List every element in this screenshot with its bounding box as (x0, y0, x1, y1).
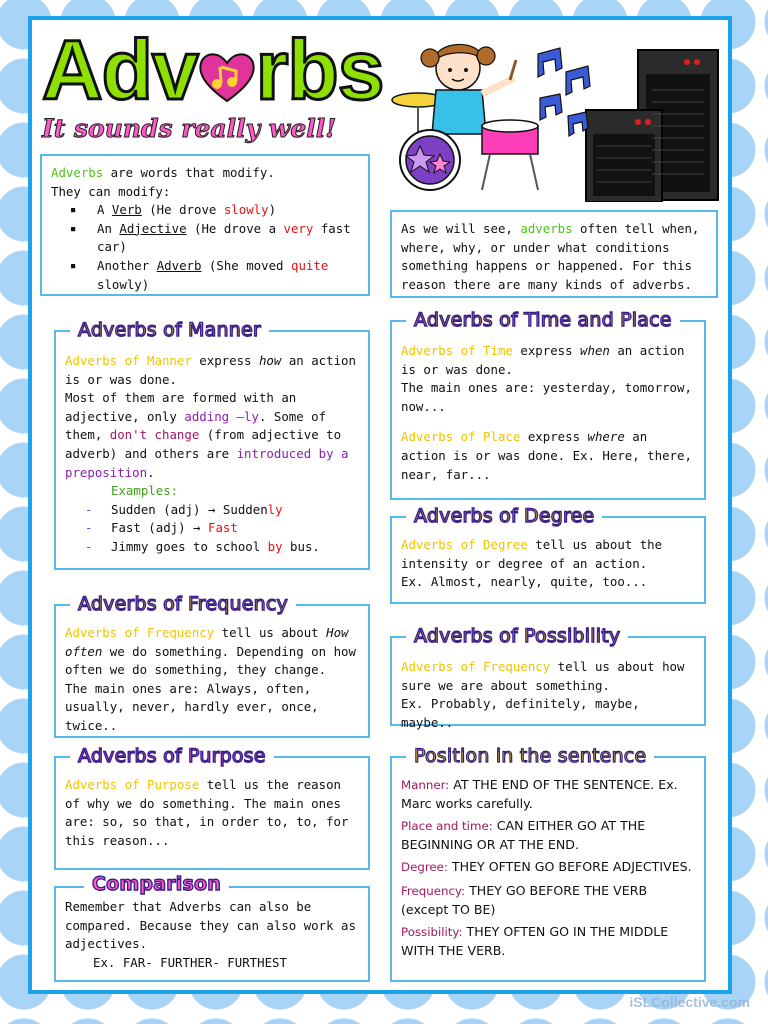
position-label: Manner: (401, 778, 450, 792)
frequency-how-often: How often (65, 625, 349, 659)
intro-line2: They can modify: (51, 183, 171, 199)
degree-text: tell us about the intensity or degree of an action. (401, 537, 663, 571)
list-item (65, 538, 359, 557)
position-text: CAN EITHER GO AT THE BEGINNING OR AT THE END. (401, 818, 646, 852)
position-text: THEY OFTEN GO BEFORE ADJECTIVES. (447, 859, 692, 875)
title-part-left: Adv (42, 23, 198, 117)
intro-box (40, 154, 370, 296)
purpose-text: tell us the reason of why we do something. The main ones are: so, so that, in order to, to, for this reason... (65, 777, 349, 848)
place-text: an action is or was done. Ex. Here, there, near, far... (401, 429, 692, 482)
manner-box (54, 319, 370, 570)
time-text: an action is or was done. (401, 343, 685, 377)
place-term: Adverbs of Place (401, 429, 521, 445)
possibility-term: Adverbs of Frequency (401, 659, 551, 674)
frequency-main-ones: The main ones are: Always, often, usually, never, hardly ever, once, twice.. (65, 680, 319, 733)
purpose-box (54, 745, 370, 870)
item-post: slowly) (97, 276, 150, 292)
music-notes-icon (538, 48, 590, 136)
drummer-illustration (390, 30, 730, 202)
item-mid: (She moved (201, 257, 291, 273)
watermark: iSLCollective.com (629, 994, 750, 1010)
manner-introduced: introduced by a preposition (65, 445, 349, 480)
item-pre: A (97, 202, 112, 218)
manner-how: how (258, 353, 282, 368)
item-mid: (He drove (141, 202, 224, 218)
purpose-heading: Adverbs of Purpose (70, 742, 274, 770)
possibility-text: tell us about how sure we are about something. (401, 659, 685, 693)
time-main-ones: The main ones are: yesterday, tomorrow, now... (401, 380, 692, 414)
degree-box (390, 505, 706, 604)
manner-text: Most of them are formed with an adjective, only (65, 390, 297, 424)
item-keyword: Adverb (156, 257, 202, 273)
item-keyword: Verb (111, 202, 142, 218)
degree-examples: Ex. Almost, nearly, quite, too... (401, 574, 648, 590)
item-highlight: slowly (223, 202, 269, 218)
list-item (51, 257, 359, 294)
comparison-box (54, 873, 370, 982)
example-text: Sudden (adj) → Sudden (111, 501, 268, 517)
title-part-right: rbs (255, 23, 384, 117)
item-highlight: very (283, 220, 314, 236)
example-text: bus. (282, 538, 320, 554)
list-item (65, 519, 359, 538)
possibility-box (390, 625, 706, 730)
intro-right-box (390, 210, 718, 298)
item-keyword: Adjective (119, 220, 187, 236)
item-highlight: quite (290, 257, 329, 273)
page-subtitle: It sounds really well! (42, 114, 337, 143)
manner-term: Adverbs of Manner (65, 353, 192, 368)
intro-line1: are words that modify. (103, 165, 275, 180)
manner-examples-label: Examples: (111, 483, 179, 499)
position-box (390, 745, 706, 982)
item-pre: An (97, 220, 120, 236)
position-text: THEY GO BEFORE THE VERB (except TO BE) (401, 882, 648, 917)
list-item (65, 501, 359, 520)
frequency-text: we do something. Depending on how often we do something, they change. (65, 643, 356, 678)
manner-text: . (147, 464, 155, 480)
intro-list (51, 201, 359, 294)
possibility-heading: Adverbs of Possibility (406, 622, 628, 650)
position-label: Degree: (401, 860, 448, 875)
degree-heading: Adverbs of Degree (406, 502, 602, 530)
degree-term: Adverbs of Degree (401, 537, 528, 552)
example-highlight: Fast (207, 520, 238, 536)
time-term: Adverbs of Time (401, 343, 513, 358)
item-post: ) (268, 202, 277, 218)
manner-heading: Adverbs of Manner (70, 316, 269, 344)
manner-text: express (191, 353, 259, 368)
manner-dont-change: don't change (109, 427, 200, 443)
intro-term: Adverbs (51, 165, 104, 180)
comparison-heading: Comparison (84, 870, 229, 898)
list-item (51, 220, 359, 257)
place-text: express (520, 429, 588, 445)
frequency-term: Adverbs of Frequency (65, 625, 215, 640)
position-label: Place and time: (401, 819, 493, 834)
intro-right-post: often tell when, where, why, or under what conditions something happens or happened. For this reason there are many kinds of adverbs. (401, 221, 700, 292)
position-text: THEY OFTEN GO IN THE MIDDLE WITH THE VERB. (401, 924, 669, 958)
intro-right-pre: As we will see, (401, 221, 521, 236)
example-text: Jimmy goes to school (111, 538, 268, 554)
comparison-text: Remember that Adverbs can also be compared. Because they can also work as adjectives. (65, 899, 356, 952)
time-text: express (512, 343, 581, 358)
position-label: Frequency: (401, 883, 466, 898)
manner-text: . Some of them, (65, 408, 327, 443)
possibility-examples: Ex. Probably, definitely, maybe, maybe.. (401, 696, 640, 730)
place-where: where (587, 429, 625, 445)
comparison-example: Ex. FAR- FURTHER- FURTHEST (93, 954, 287, 970)
heart-music-icon (198, 51, 256, 103)
intro-right-term: adverbs (520, 221, 573, 236)
purpose-term: Adverbs of Purpose (65, 777, 200, 792)
time-place-box (390, 309, 706, 500)
manner-text: an action is or was done. (65, 353, 356, 387)
worksheet (28, 16, 732, 994)
manner-text: (from adjective to adverb) and others are (65, 427, 342, 461)
example-highlight: ly (267, 501, 283, 517)
frequency-box (54, 593, 370, 738)
time-place-heading: Adverbs of Time and Place (406, 306, 680, 334)
item-pre: Another (97, 257, 157, 273)
frequency-text: tell us about (214, 625, 327, 640)
position-label: Possibility: (401, 925, 463, 940)
time-when: when (580, 343, 610, 358)
list-item (51, 201, 359, 220)
frequency-heading: Adverbs of Frequency (70, 590, 296, 618)
example-text: Fast (adj) → (111, 520, 208, 536)
position-text: AT THE END OF THE SENTENCE. Ex. Marc works carefully. (401, 777, 678, 811)
page-title (42, 24, 383, 116)
item-mid: (He drove a (186, 220, 284, 236)
manner-adding: adding –ly (184, 408, 259, 424)
position-heading: Position in the sentence (406, 742, 654, 770)
example-highlight: by (267, 538, 283, 554)
item-post: fast car) (97, 220, 351, 255)
